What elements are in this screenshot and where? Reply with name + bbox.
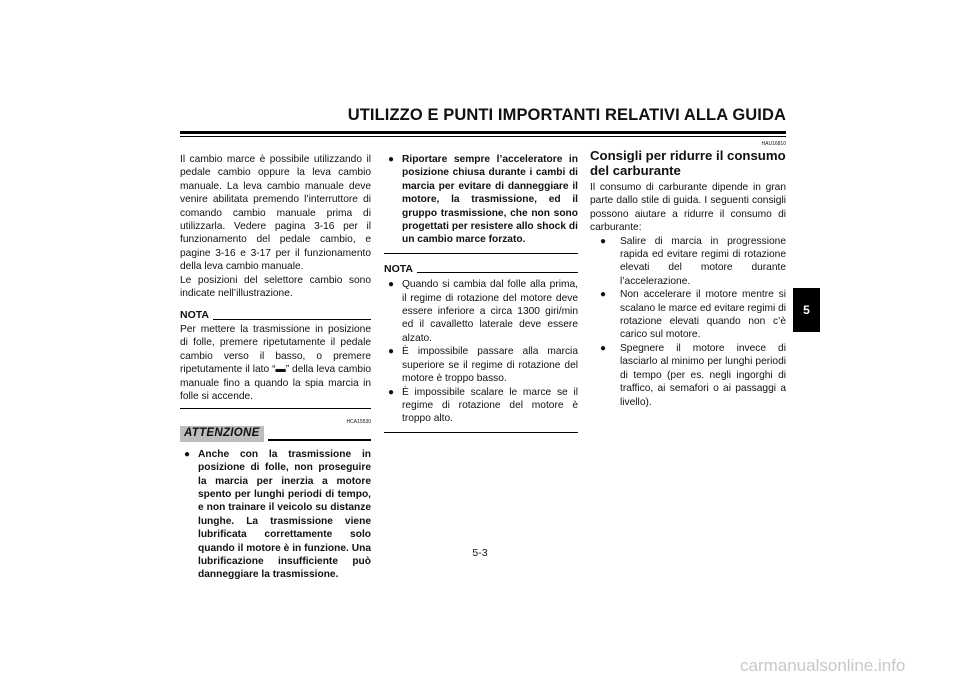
nota-rule	[417, 272, 578, 273]
header-rule	[180, 131, 786, 137]
attention-rule	[268, 439, 371, 441]
tip-list-item	[590, 342, 786, 409]
attention-bullet-text: Anche con la trasmissione in posizione di folle, non proseguire la marcia per inerzia a motore spento per lunghi periodi di tempo, e non trainare il veicolo su distanze lunghe. La trasmissione viene lubrificata correttamente solo quando il motore è in funzione. Una lubrificazione insufficiente può danneggiare la trasmissione.	[198, 448, 371, 581]
bullet-icon: ●	[388, 346, 395, 358]
nota-list-item	[384, 386, 578, 426]
attention-bullet	[384, 153, 578, 247]
column-1	[180, 153, 371, 582]
bullet-icon: ●	[388, 154, 395, 165]
tip-text: Spegnere il motore invece di lasciarlo al minimo per lunghi periodi di tempo (per es. negli ingorghi di traffico, ai semafori o ai passaggi a livello).	[620, 342, 786, 408]
attention-bullet	[180, 448, 371, 582]
section-code: HAU16810	[761, 141, 786, 147]
nota-end-rule	[180, 408, 371, 409]
nota-text-a: Per mettere la trasmissione in posizione di folle, premere ripetutamente il pedale cambio verso il basso, o premere ripetutamente il lato “	[180, 323, 371, 376]
nota-end-rule	[384, 432, 578, 433]
intro-paragraph: Il cambio marce è possibile utilizzando il pedale cambio oppure la leva cambio manuale. La leva cambio manuale deve venire abilitata premendo l’interruttore di comando cambio manuale prima di utilizzarla. Vedere pagina 3-16 per il funzionamento del pedale cambio, e pagine 3-16 e 3-17 per il funzionamento della leva cambio manuale.	[180, 154, 371, 273]
tip-list-item	[590, 235, 786, 289]
attention-heading	[180, 426, 371, 441]
nota-item-text: Quando si cambia dal folle alla prima, il regime di rotazione del motore deve essere inferiore a circa 1300 giri/min ed il cavalletto laterale deve essere alzato.	[402, 279, 578, 344]
tip-list-item	[590, 288, 786, 342]
attention-bullet-text: Riportare sempre l’acceleratore in posizione chiusa durante i cambi di marcia per evitare di danneggiare il motore, la trasmissione, ed il gruppo trasmissione, che non sono progettati per resistere allo shock di un cambio marce forzato.	[402, 154, 578, 246]
column-2	[384, 153, 578, 433]
nota-label: NOTA	[384, 262, 413, 275]
bullet-icon: ●	[600, 235, 607, 247]
nota-paragraph	[180, 323, 371, 403]
bullet-icon: ●	[388, 279, 395, 291]
watermark: carmanualsonline.info	[740, 656, 906, 675]
nota-item-text: È impossibile passare alla marcia superiore se il regime di rotazione del motore è troppo basso.	[402, 346, 578, 385]
attention-end-rule	[384, 253, 578, 254]
tips-list	[590, 235, 786, 409]
nota-heading	[384, 263, 578, 276]
tip-text: Salire di marcia in progressione rapida ed evitare regimi di rotazione elevati del motore durante l’accelerazione.	[620, 235, 786, 287]
section-title: Consigli per ridurre il consumo del carburante	[590, 148, 786, 178]
nota-list-item	[384, 278, 578, 345]
nota-label: NOTA	[180, 309, 209, 322]
page-header-title: UTILIZZO E PUNTI IMPORTANTI RELATIVI ALLA GUIDA	[347, 106, 786, 124]
attention-badge: ATTENZIONE	[180, 426, 264, 441]
nota-text-b: ” della leva cambio manuale fino a quando la spia marcia in folle si accende.	[180, 364, 371, 402]
minus-symbol-icon: ▬	[275, 364, 286, 376]
nota-rule	[213, 319, 371, 320]
bullet-icon: ●	[600, 289, 607, 301]
bullet-icon: ●	[388, 386, 395, 398]
tip-text: Non accelerare il motore mentre si scalano le marce ed evitare regimi di rotazione elevati quando non c’è carico sul motore.	[620, 289, 786, 341]
column-3	[590, 141, 786, 409]
page-number: 5-3	[472, 547, 488, 559]
section-intro: Il consumo di carburante dipende in gran parte dallo stile di guida. I seguenti consigli possono aiutare a ridurre il consumo di carburante:	[590, 182, 786, 234]
attention-code: HCA15530	[346, 419, 371, 426]
chapter-tab: 5	[793, 288, 820, 332]
nota-list-item	[384, 345, 578, 385]
bullet-icon: ●	[184, 448, 191, 460]
nota-heading	[180, 309, 371, 322]
bullet-icon: ●	[600, 342, 607, 354]
intro-paragraph-2: Le posizioni del selettore cambio sono indicate nell’illustrazione.	[180, 274, 371, 300]
nota-item-text: È impossibile scalare le marce se il regime di rotazione del motore è troppo alto.	[402, 386, 578, 425]
